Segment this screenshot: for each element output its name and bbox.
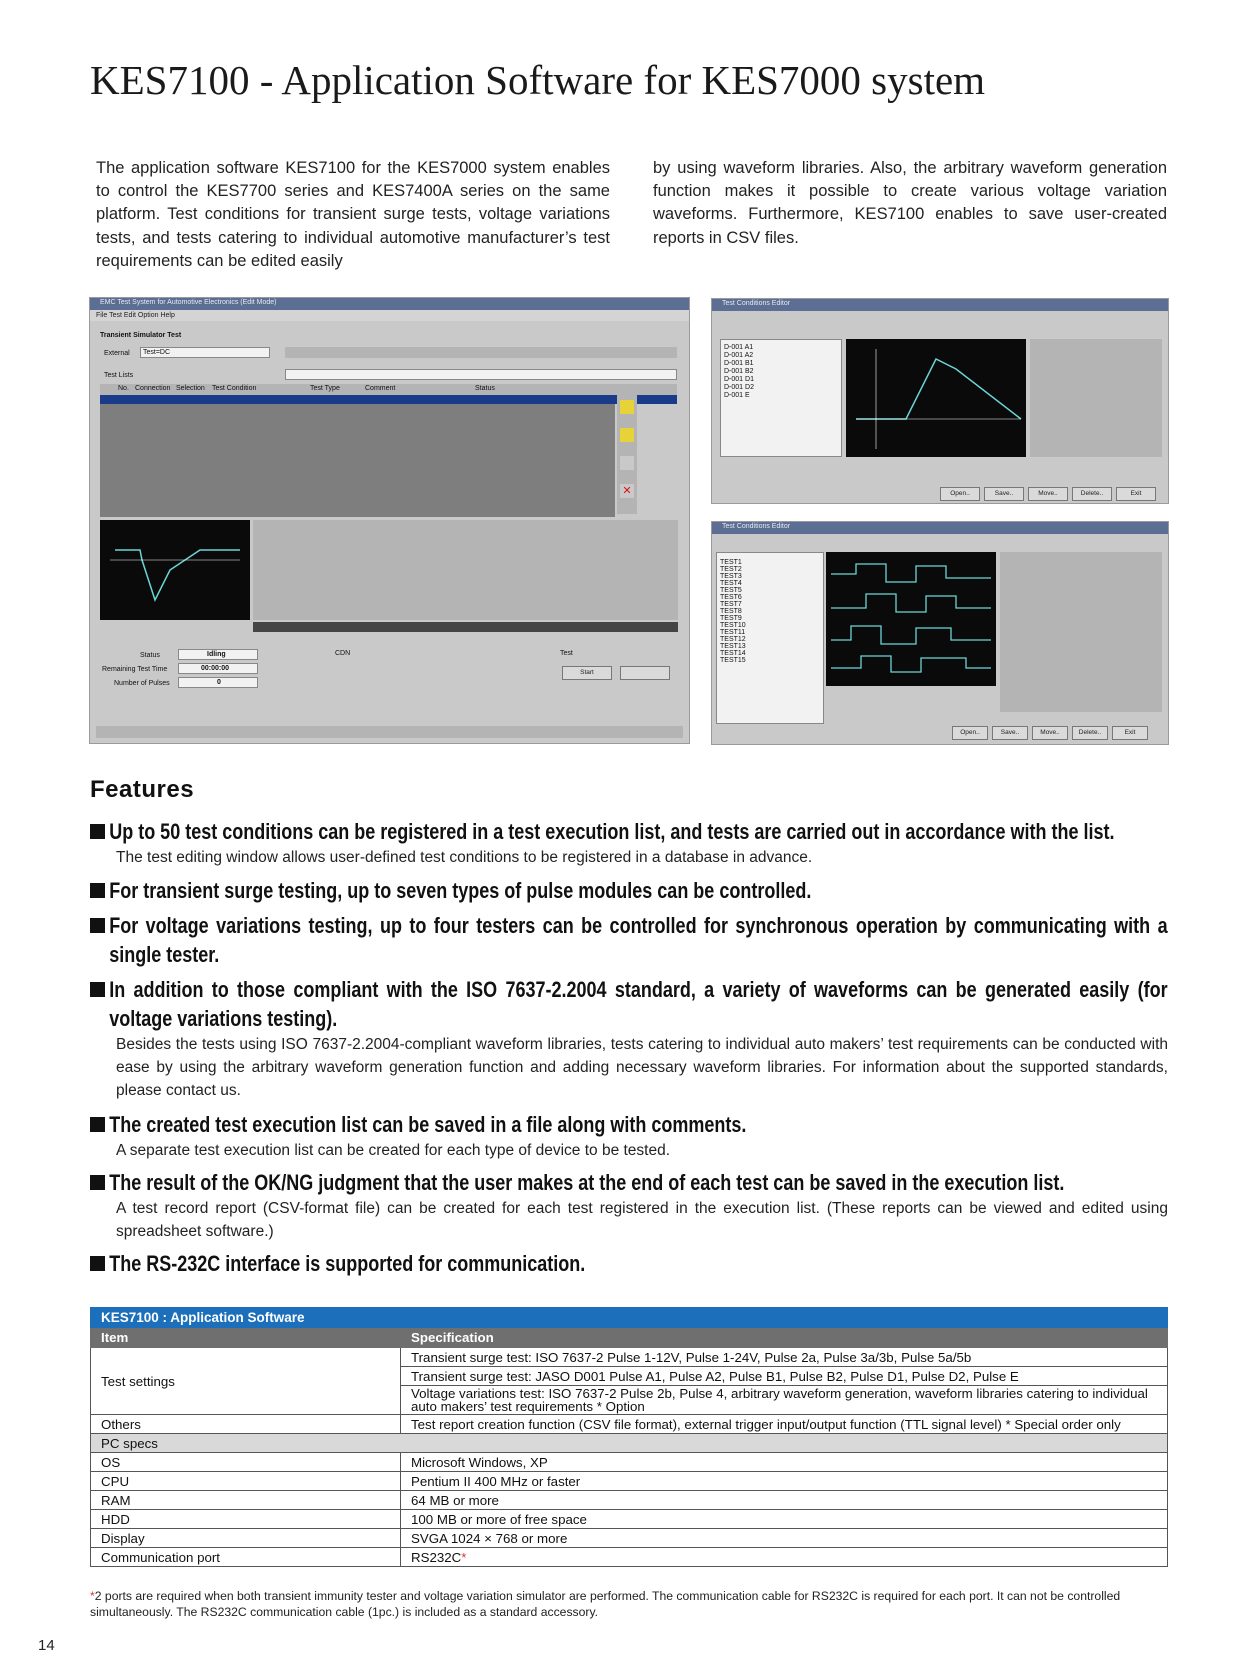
- pulses-label: Number of Pulses: [114, 680, 170, 687]
- table-row: [91, 1510, 1168, 1529]
- parameters-panel: [1030, 339, 1162, 457]
- status-label: Status: [140, 652, 160, 659]
- remaining-label: Remaining Test Time: [102, 666, 168, 673]
- feature-heading: In addition to those compliant with the ISO 7637-2.2004 standard, a variety of waveforms can be generated easily (for voltage variations testing).: [109, 977, 1168, 1031]
- conditions-editor-screenshot: [711, 298, 1169, 504]
- window-title: EMC Test System for Automotive Electronics (Edit Mode): [100, 299, 277, 306]
- spec-cell: Transient surge test: JASO D001 Pulse A1, Pulse A2, Pulse B1, Pulse B2, Pulse D1, Pulse D2, Pulse E: [401, 1367, 1168, 1386]
- delete-button: Delete..: [1072, 726, 1108, 740]
- col-test-condition: Test Condition: [212, 385, 257, 392]
- col-test-type: Test Type: [310, 385, 340, 392]
- external-select: [140, 347, 270, 358]
- feature-heading: The RS-232C interface is supported for communication.: [109, 1251, 586, 1276]
- feature-heading: The result of the OK/NG judgment that the user makes at the end of each test can be saved in the execution list.: [109, 1170, 1065, 1195]
- spec-cell: 64 MB or more: [401, 1491, 1168, 1510]
- status-bar: [96, 726, 683, 738]
- spec-cell: SVGA 1024 × 768 or more: [401, 1529, 1168, 1548]
- arbitrary-waveform-screenshot: [711, 521, 1169, 745]
- list-selected-row: [100, 395, 677, 404]
- status-field: [178, 649, 258, 660]
- pulses-value: 0: [217, 679, 221, 686]
- title-bar: [712, 522, 1168, 534]
- table-row: [91, 1529, 1168, 1548]
- table-row: [91, 1453, 1168, 1472]
- test-item: TEST7: [720, 601, 742, 608]
- move-button: Move..: [1032, 726, 1068, 740]
- test-item: TEST6: [720, 594, 742, 601]
- item-cell: Others: [91, 1415, 401, 1434]
- feature-item: [90, 1110, 1168, 1162]
- spec-cell: Voltage variations test: ISO 7637-2 Pulse 2b, Pulse 4, arbitrary waveform generation, waveform libraries catering to individual auto makers’ test requirements * Option: [401, 1386, 1168, 1415]
- group-cell: PC specs: [91, 1434, 1168, 1453]
- title-bar: [90, 298, 689, 310]
- condition-row: D-001 D1: [724, 376, 754, 383]
- condition-row: D-001 B1: [724, 360, 754, 367]
- menu-bar: File Test Edit Option Help: [90, 310, 689, 321]
- feature-item: [90, 1168, 1168, 1243]
- pulse-waveform-preview: [100, 520, 250, 620]
- item-cell: Communication port: [91, 1548, 401, 1567]
- feature-item: [90, 975, 1168, 1102]
- intro-right-column: by using waveform libraries. Also, the arbitrary waveform generation function makes it possible to create various voltage variation waveforms. Furthermore, KES7100 enables to save user-created reports in CSV files.: [653, 159, 1167, 247]
- move-down-icon: [620, 428, 634, 442]
- table-row: [91, 1472, 1168, 1491]
- start-button: Start: [562, 666, 612, 680]
- item-cell: HDD: [91, 1510, 401, 1529]
- condition-row: D-001 D2: [724, 384, 754, 391]
- test-item: TEST1: [720, 559, 742, 566]
- footnote-text: 2 ports are required when both transient immunity tester and voltage variation simulator are performed. The communication cable for RS232C is required for each port. It can not be controlled simultaneously. The RS232C communication cable (1pc.) is included as a standard accessory.: [90, 1589, 1121, 1619]
- external-label: External: [104, 350, 130, 357]
- save-button: Save..: [984, 487, 1024, 501]
- pulses-field: [178, 677, 258, 688]
- feature-item: [90, 817, 1168, 869]
- section-label: Transient Simulator Test: [100, 332, 182, 339]
- col-connection: Connection: [135, 385, 171, 392]
- footnote-mark: *: [90, 1589, 95, 1603]
- test-item: TEST15: [720, 657, 746, 664]
- item-cell: Display: [91, 1529, 401, 1548]
- waveform-image: [846, 339, 1026, 457]
- feature-heading: Up to 50 test conditions can be registered in a test execution list, and tests are carried out in accordance with the list.: [109, 819, 1115, 844]
- condition-row: D-001 A2: [724, 352, 754, 359]
- feature-item: [90, 1249, 1168, 1278]
- remaining-field: [178, 663, 258, 674]
- feature-body: A separate test execution list can be created for each type of device to be tested.: [116, 1142, 671, 1159]
- spec-table: [90, 1307, 1168, 1567]
- condition-list: [720, 339, 842, 457]
- cdn-label: CDN: [335, 650, 351, 657]
- external-value: Test=DC: [143, 349, 171, 356]
- feature-heading: For transient surge testing, up to seven types of pulse modules can be controlled.: [109, 878, 812, 903]
- page-title: KES7100 - Application Software for KES7000 system: [90, 57, 986, 103]
- page-number: 14: [38, 1637, 55, 1654]
- spec-cell: Transient surge test: ISO 7637-2 Pulse 1-12V, Pulse 1-24V, Pulse 2a, Pulse 3a/3b, Pulse 5a/5b: [401, 1348, 1168, 1367]
- exit-button: Exit: [1112, 726, 1148, 740]
- spec-cell: [401, 1548, 1168, 1567]
- spec-cell: Test report creation function (CSV file format), external trigger input/output function (TTL signal level) * Special order only: [401, 1415, 1168, 1434]
- item-cell: OS: [91, 1453, 401, 1472]
- test-lists-field: [285, 369, 677, 380]
- feature-heading: For voltage variations testing, up to four testers can be controlled for synchronous operation by communicating with a single tester.: [109, 913, 1168, 967]
- condition-row: D-001 B2: [724, 368, 754, 375]
- item-cell: RAM: [91, 1491, 401, 1510]
- stop-button: [620, 666, 670, 680]
- test-item: TEST4: [720, 580, 742, 587]
- list-toolbar: [617, 384, 637, 514]
- test-item: TEST14: [720, 650, 746, 657]
- table-row: [91, 1415, 1168, 1434]
- title-bar: [712, 299, 1168, 311]
- col-status: Status: [475, 385, 495, 392]
- col-no: No.: [118, 385, 129, 392]
- feature-heading: The created test execution list can be saved in a file along with comments.: [109, 1112, 747, 1137]
- header-item: Item: [91, 1328, 401, 1348]
- table-header-row: [91, 1328, 1168, 1348]
- test-item: TEST10: [720, 622, 746, 629]
- save-button: Save..: [992, 726, 1028, 740]
- delete-button: Delete..: [1072, 487, 1112, 501]
- test-item: TEST13: [720, 643, 746, 650]
- table-caption: KES7100 : Application Software: [91, 1308, 1168, 1328]
- surge-waveform-graph: [846, 339, 1026, 457]
- list-header: [100, 384, 677, 395]
- table-row: [91, 1491, 1168, 1510]
- test-item: TEST12: [720, 636, 746, 643]
- feature-body: Besides the tests using ISO 7637-2.2004-compliant waveform libraries, tests catering to individual auto makers’ test requirements can be conducted with ease by using the arbitrary waveform generation function and adding necessary waveform libraries. For information about the supported standards, please contact us.: [116, 1036, 1168, 1099]
- features-heading: Features: [90, 776, 195, 803]
- footnote: [90, 1588, 1170, 1620]
- open-button: Open..: [940, 487, 980, 501]
- spec-cell: Pentium II 400 MHz or faster: [401, 1472, 1168, 1491]
- footnote-mark: *: [461, 1549, 467, 1565]
- item-cell: Test settings: [91, 1348, 401, 1415]
- header-spec: Specification: [401, 1328, 1168, 1348]
- add-icon: [620, 456, 634, 470]
- feature-item: [90, 911, 1168, 969]
- test-item: TEST3: [720, 573, 742, 580]
- feature-item: [90, 876, 1168, 905]
- test-list: [716, 552, 824, 724]
- spec-cell: 100 MB or more of free space: [401, 1510, 1168, 1529]
- intro-left-column: The application software KES7100 for the KES7000 system enables to control the KES7700 series and KES7400A series on the same platform. Test conditions for transient surge tests, voltage variations tests, and tests catering to individual automotive manufacturer’s test requirements can be edited easily: [96, 159, 610, 270]
- test-item: TEST9: [720, 615, 742, 622]
- parameters-panel: [1000, 552, 1162, 712]
- multi-waveform-image: [826, 552, 996, 686]
- exit-button: Exit: [1116, 487, 1156, 501]
- test-label: Test: [560, 650, 573, 657]
- multi-waveform-graph: [826, 552, 996, 686]
- spec-cell: Microsoft Windows, XP: [401, 1453, 1168, 1472]
- legend-bar: [253, 622, 678, 632]
- open-button: Open..: [952, 726, 988, 740]
- pulse-waveform-graph: [100, 520, 250, 620]
- window-title: Test Conditions Editor: [722, 523, 791, 530]
- col-comment: Comment: [365, 385, 396, 392]
- col-selection: Selection: [176, 385, 205, 392]
- test-item: TEST5: [720, 587, 742, 594]
- main-window-screenshot: [89, 297, 690, 744]
- remaining-value: 00:00:00: [201, 665, 230, 672]
- delete-icon: ✕: [620, 484, 634, 498]
- table-row: [91, 1548, 1168, 1567]
- table-caption-row: [91, 1308, 1168, 1328]
- comm-spec: RS232C: [411, 1549, 462, 1565]
- external-field: [285, 347, 677, 358]
- window-title: Test Conditions Editor: [722, 300, 791, 307]
- test-item: TEST11: [720, 629, 746, 636]
- table-group-row: [91, 1434, 1168, 1453]
- condition-row: D-001 E: [724, 392, 750, 399]
- pulse-parameters: [253, 520, 678, 620]
- move-button: Move..: [1028, 487, 1068, 501]
- feature-body: A test record report (CSV-format file) can be created for each test registered in the execution list. (These reports can be viewed and edited using spreadsheet software.): [116, 1200, 1168, 1240]
- feature-body: The test editing window allows user-defined test conditions to be registered in a database in advance.: [116, 849, 813, 866]
- test-item: TEST8: [720, 608, 742, 615]
- move-up-icon: [620, 400, 634, 414]
- status-value: Idling: [207, 651, 226, 658]
- test-item: TEST2: [720, 566, 742, 573]
- item-cell: CPU: [91, 1472, 401, 1491]
- test-lists-label: Test Lists: [104, 372, 134, 379]
- table-row: [91, 1348, 1168, 1367]
- test-list-area: [100, 404, 615, 517]
- condition-row: D-001 A1: [724, 344, 754, 351]
